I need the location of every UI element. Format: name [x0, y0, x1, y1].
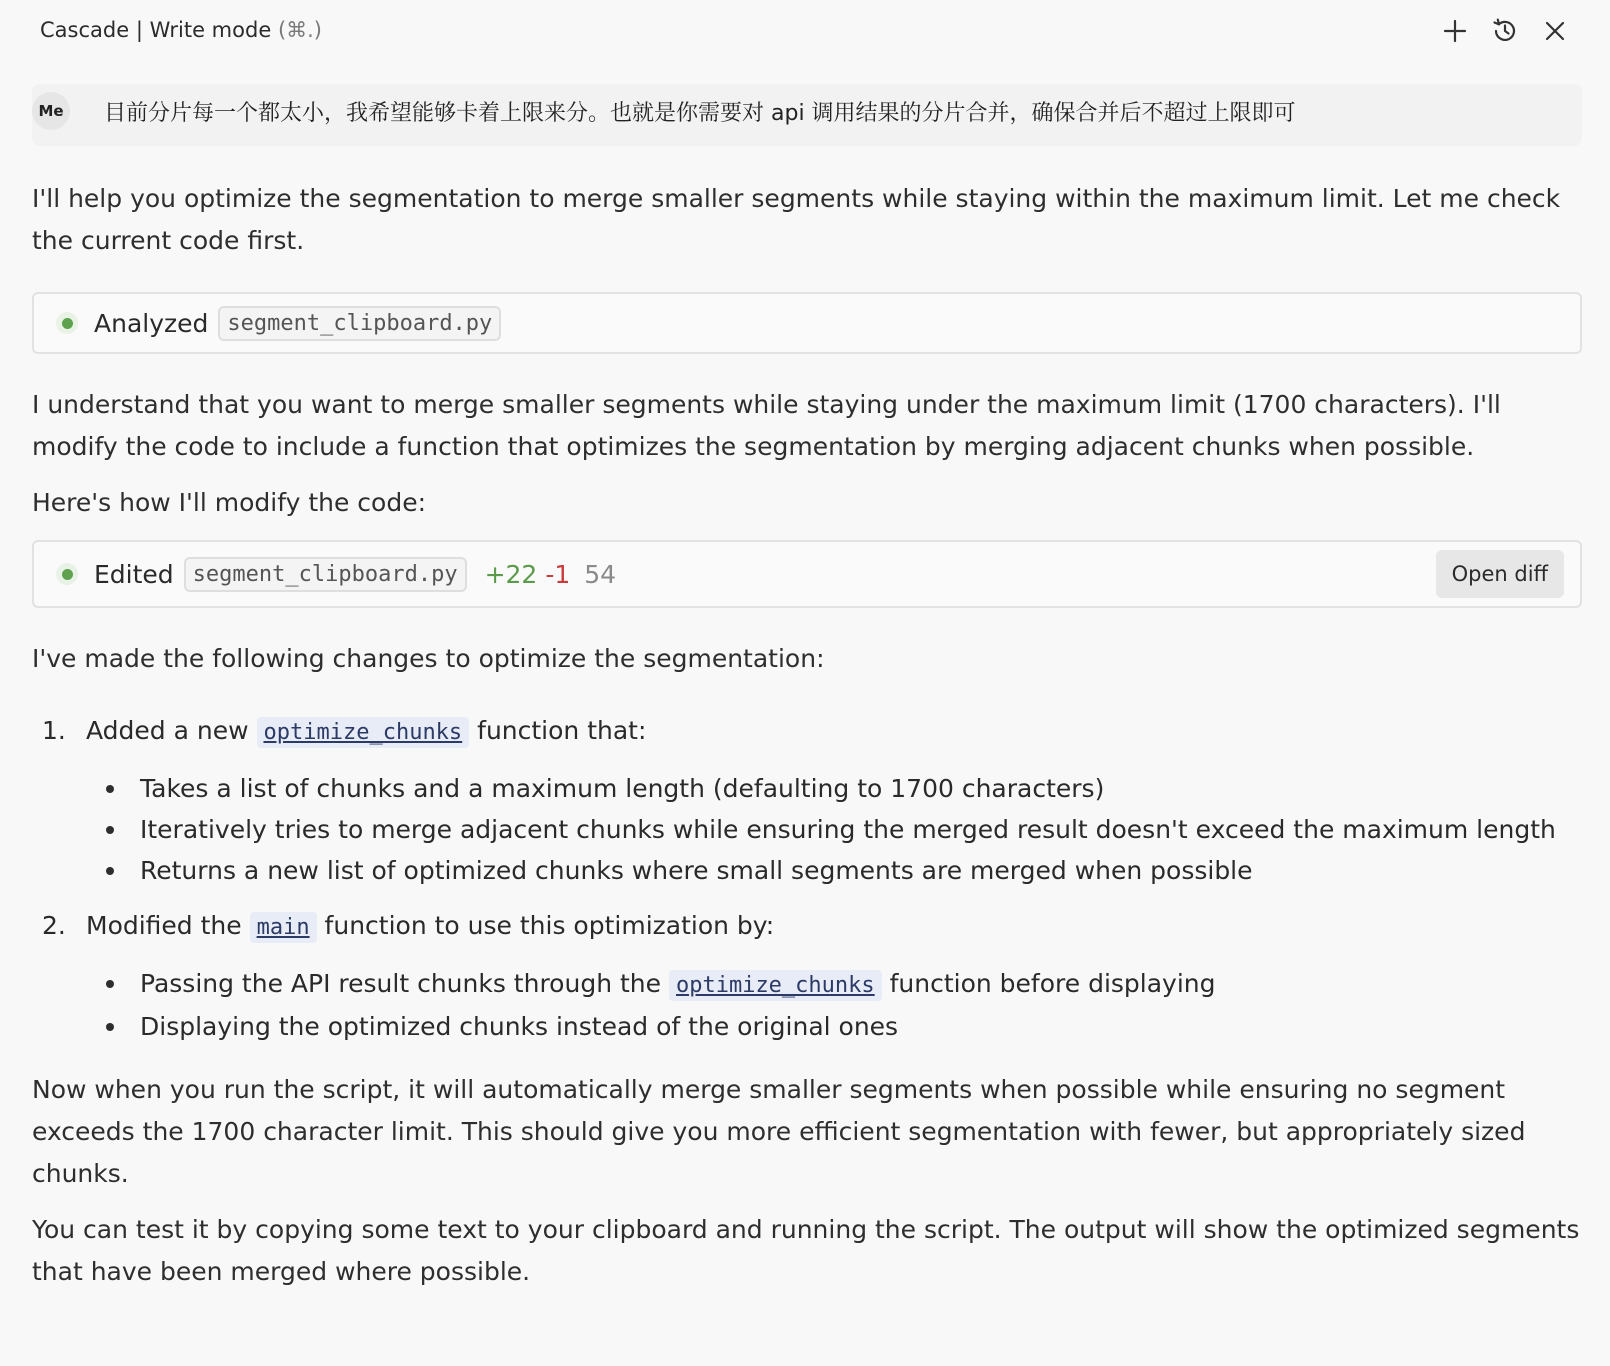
list-item-text: Added a new	[86, 716, 249, 745]
close-icon[interactable]	[1540, 16, 1570, 46]
changes-list	[32, 710, 1582, 1047]
file-chip-edited[interactable]: segment_clipboard.py	[184, 557, 467, 592]
response-understanding: I understand that you want to merge smaller segments while staying under the maximum limit (1700 characters). I'll modify the code to include a function that optimizes the segmentation by merging adjacent chunks when possible.	[32, 390, 1501, 461]
file-chip-analyzed[interactable]: segment_clipboard.py	[218, 306, 501, 341]
response-changes-intro: I've made the following changes to optimize the segmentation:	[32, 644, 825, 673]
sub-list-item: Returns a new list of optimized chunks where small segments are merged when possible	[86, 850, 1582, 891]
list-item	[32, 710, 1582, 891]
sub-list	[86, 963, 1582, 1047]
header-actions	[1440, 16, 1570, 46]
list-item-text: function that:	[477, 716, 647, 745]
response-summary: Now when you run the script, it will automatically merge smaller segments when possible while ensuring no segment exceeds the 1700 character limit. This should give you more efficient segmentation with fewer, but appropriately sized chunks.	[32, 1075, 1526, 1188]
shortcut-hint: (⌘.)	[277, 18, 322, 42]
tool-label-edited: Edited	[94, 559, 174, 589]
list-item	[32, 905, 1582, 1047]
response-intro: I'll help you optimize the segmentation to merge smaller segments while staying within the maximum limit. Let me check the current code first.	[32, 184, 1561, 255]
sub-list-item: Iteratively tries to merge adjacent chunks while ensuring the merged result doesn't exceed the maximum length	[86, 809, 1582, 850]
list-number: 1.	[42, 716, 66, 745]
analyzed-tool-card	[32, 292, 1582, 354]
edited-tool-card	[32, 540, 1582, 608]
sub-list-item: Displaying the optimized chunks instead of the original ones	[86, 1006, 1582, 1047]
code-link-optimize-chunks[interactable]: optimize_chunks	[669, 970, 882, 1001]
list-number: 2.	[42, 911, 66, 940]
response-testing: You can test it by copying some text to your clipboard and running the script. The output will show the optimized segments that have been merged where possible.	[32, 1215, 1580, 1286]
sub-list-item: Takes a list of chunks and a maximum length (defaulting to 1700 characters)	[86, 768, 1582, 809]
panel-header	[0, 0, 1610, 64]
panel-title-text: Cascade | Write mode	[40, 18, 272, 42]
tool-label-analyzed: Analyzed	[94, 308, 209, 338]
open-diff-button[interactable]: Open diff	[1436, 550, 1564, 598]
sub-list-text: Passing the API result chunks through the	[140, 969, 662, 998]
sub-list-text: function before displaying	[889, 969, 1216, 998]
history-icon[interactable]	[1490, 16, 1520, 46]
sub-list-item	[86, 963, 1582, 1006]
diff-removed-count: -1	[545, 559, 571, 589]
response-plan: Here's how I'll modify the code:	[32, 488, 427, 517]
user-message	[32, 84, 1582, 146]
diff-added-count: +22	[484, 559, 538, 589]
list-item-text: Modified the	[86, 911, 242, 940]
sub-list	[86, 768, 1582, 891]
avatar: Me	[32, 92, 70, 130]
code-link-optimize-chunks[interactable]: optimize_chunks	[257, 717, 470, 748]
panel-title	[40, 18, 322, 42]
status-dot-icon	[56, 312, 78, 334]
user-message-text: 目前分片每一个都太小，我希望能够卡着上限来分。也就是你需要对 api 调用结果的分片合并，确保合并后不超过上限即可	[104, 101, 1296, 126]
plus-icon[interactable]	[1440, 16, 1470, 46]
status-dot-icon	[56, 563, 78, 585]
list-item-text: function to use this optimization by:	[324, 911, 775, 940]
diff-line-number: 54	[584, 559, 617, 589]
assistant-response	[32, 178, 1582, 1293]
code-link-main[interactable]: main	[250, 912, 317, 943]
